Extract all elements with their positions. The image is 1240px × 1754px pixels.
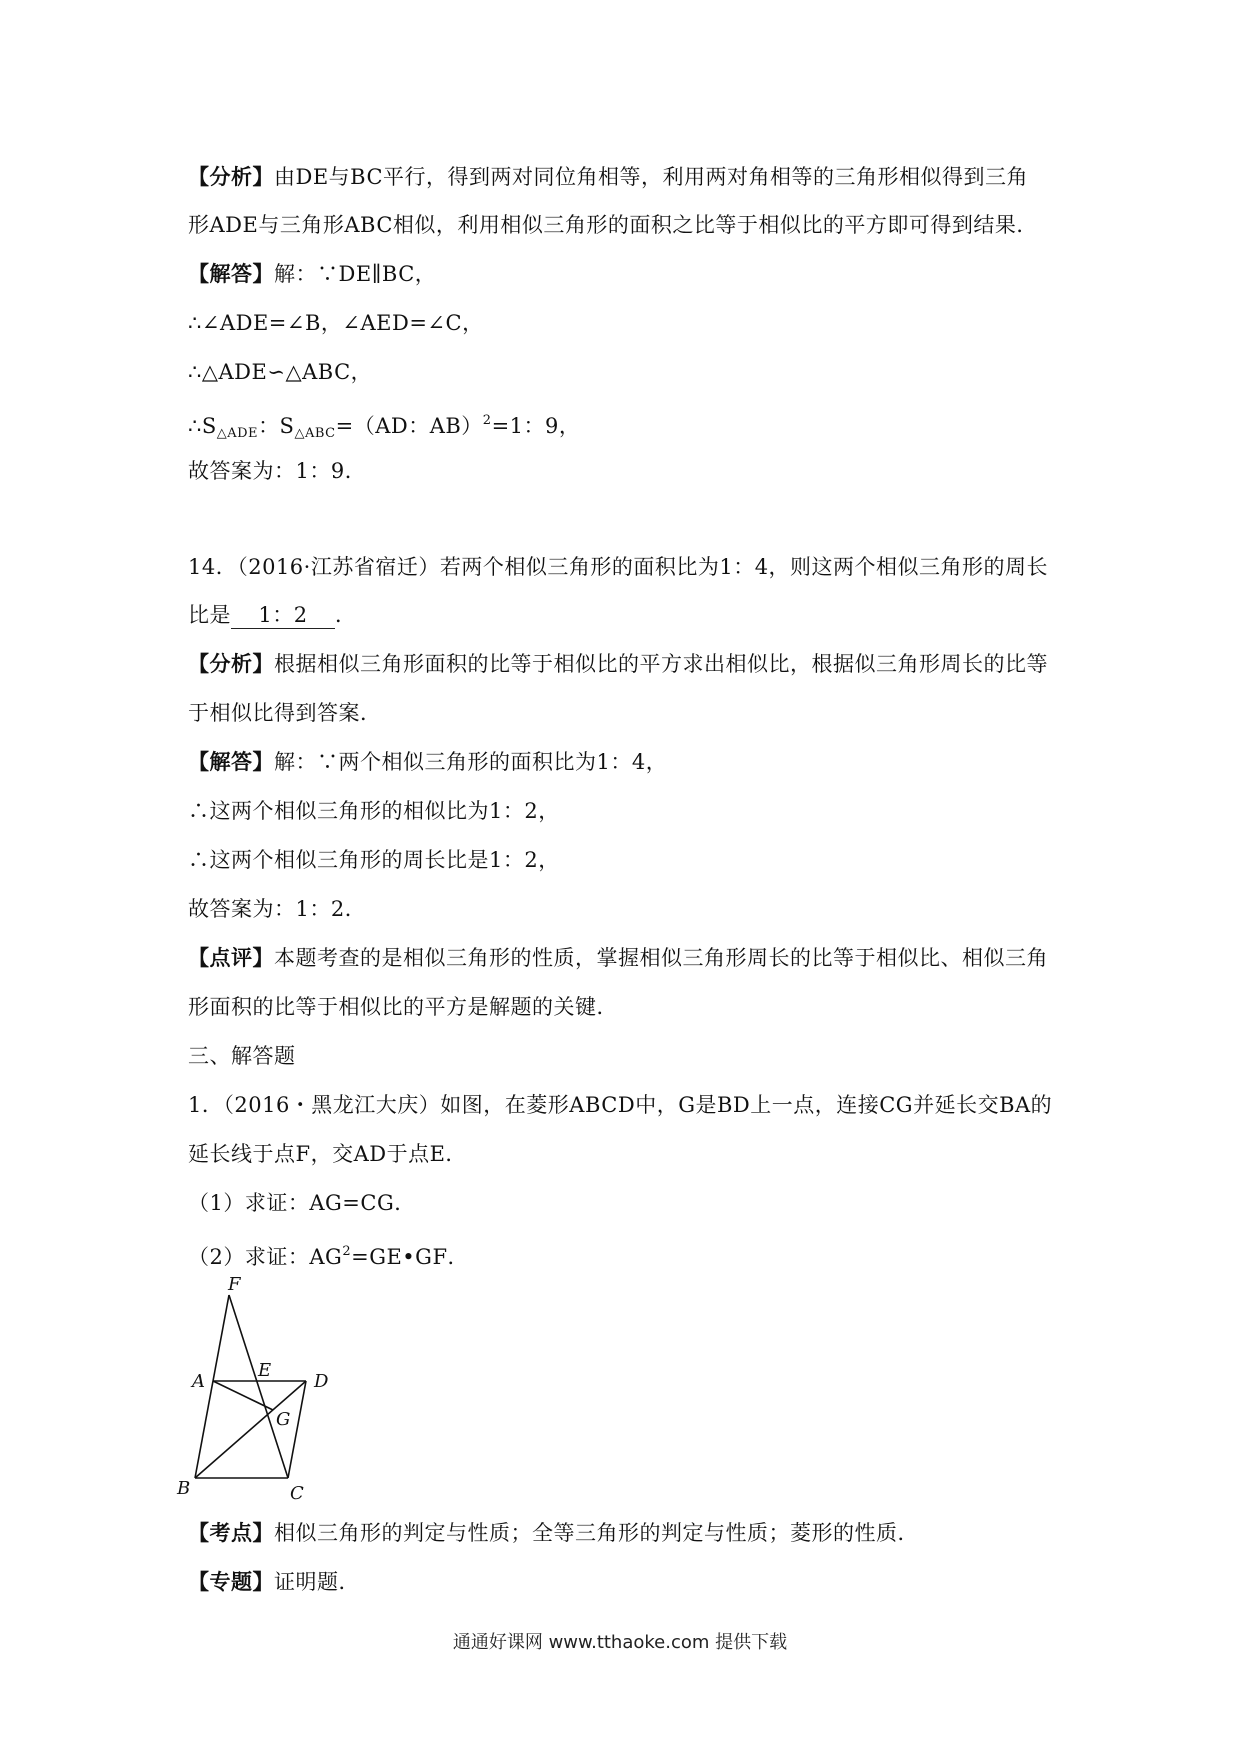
label-F: F: [228, 1274, 241, 1295]
segment-CD: [288, 1381, 306, 1478]
kaodian-tag: 【考点】: [188, 1521, 274, 1545]
page-footer: 通通好课网 www.tthaoke.com 提供下载: [452, 1632, 788, 1653]
comment-tag: 【点评】: [188, 946, 274, 970]
q14-comment-line2: 形面积的比等于相似比的平方是解题的关键．: [188, 995, 618, 1019]
analysis-tag: 【分析】: [188, 652, 274, 676]
q14-analysis-line2: 于相似比得到答案．: [188, 701, 382, 725]
prev-analysis-line1: [188, 162, 1028, 192]
section-heading: 三、解答题: [188, 1044, 296, 1068]
q14-step1: ∴这两个相似三角形的相似比为1：2，: [188, 799, 560, 823]
prev-step3: $\therefore S_{\triangle ADE}$：$S_{\triangle ABC}=(AD$：AB）$^2$=1：9，: [188, 413, 581, 441]
prev-solution-lead: [188, 259, 436, 289]
prev-analysis-line2: 形ADE与三角形ABC相似，利用相似三角形的面积之比等于相似比的平方即可得到结果．: [188, 213, 1038, 237]
prev-step2: ∴△ADE∽△ABC，: [188, 360, 373, 384]
label-D: D: [314, 1371, 329, 1392]
label-E: E: [258, 1360, 272, 1381]
segment-AG: [213, 1381, 273, 1410]
prev-conclusion: 故答案为：1：9．: [188, 459, 367, 483]
rhombus-diagram: [177, 1274, 380, 1505]
segment-FC: [229, 1295, 291, 1478]
q14-answer: 1：2: [231, 602, 335, 629]
solution-tag: 【解答】: [188, 750, 274, 774]
solution-text: 解：∵DE∥BC，: [274, 262, 437, 286]
segment-AB: [195, 1381, 213, 1478]
label-A: A: [192, 1371, 205, 1392]
prev-step1: ∴∠ADE=∠B，∠AED=∠C，: [188, 311, 484, 335]
label-G: G: [276, 1409, 291, 1430]
q1-part2: （2）求证：$AG^2=GE•GF$．: [188, 1244, 470, 1269]
segment-FA: [213, 1295, 229, 1381]
analysis-tag: 【分析】: [188, 165, 274, 189]
q14-analysis-line1: 【分析】根据相似三角形面积的比等于相似比的平方求出相似比，根据似三角形周长的比等: [188, 652, 1048, 676]
q14-conclusion: 故答案为：1：2．: [188, 897, 367, 921]
kaodian-line: 【考点】相似三角形的判定与性质；全等三角形的判定与性质；菱形的性质．: [188, 1521, 919, 1545]
solution-tag: 【解答】: [188, 262, 274, 286]
analysis-text: 由DE与BC平行，得到两对同位角相等，利用两对角相等的三角形相似得到三角: [274, 165, 1029, 189]
q1-part1: （1）求证：AG=CG．: [188, 1191, 416, 1215]
q1-line2: 延长线于点F，交AD于点E．: [188, 1142, 467, 1166]
q14-line2: 比是 1：2 ．: [188, 603, 357, 627]
q14-step2: ∴这两个相似三角形的周长比是1：2，: [188, 848, 560, 872]
q14-comment-line1: 【点评】本题考查的是相似三角形的性质，掌握相似三角形周长的比等于相似比、相似三角: [188, 946, 1048, 970]
zhuanti-line: 【专题】证明题．: [188, 1570, 360, 1594]
q14-line1: 14．（2016·江苏省宿迁）若两个相似三角形的面积比为1：4，则这两个相似三角形的周长: [188, 555, 1049, 579]
label-C: C: [290, 1483, 304, 1504]
q1-line1: 1．（2016・黑龙江大庆）如图，在菱形ABCD中，G是BD上一点，连接CG并延长交BA的: [188, 1093, 1053, 1117]
q14-solution-lead: 【解答】解：∵两个相似三角形的面积比为1：4，: [188, 750, 668, 774]
zhuanti-tag: 【专题】: [188, 1570, 274, 1594]
label-B: B: [177, 1478, 191, 1499]
rhombus-figure: [177, 1274, 380, 1509]
